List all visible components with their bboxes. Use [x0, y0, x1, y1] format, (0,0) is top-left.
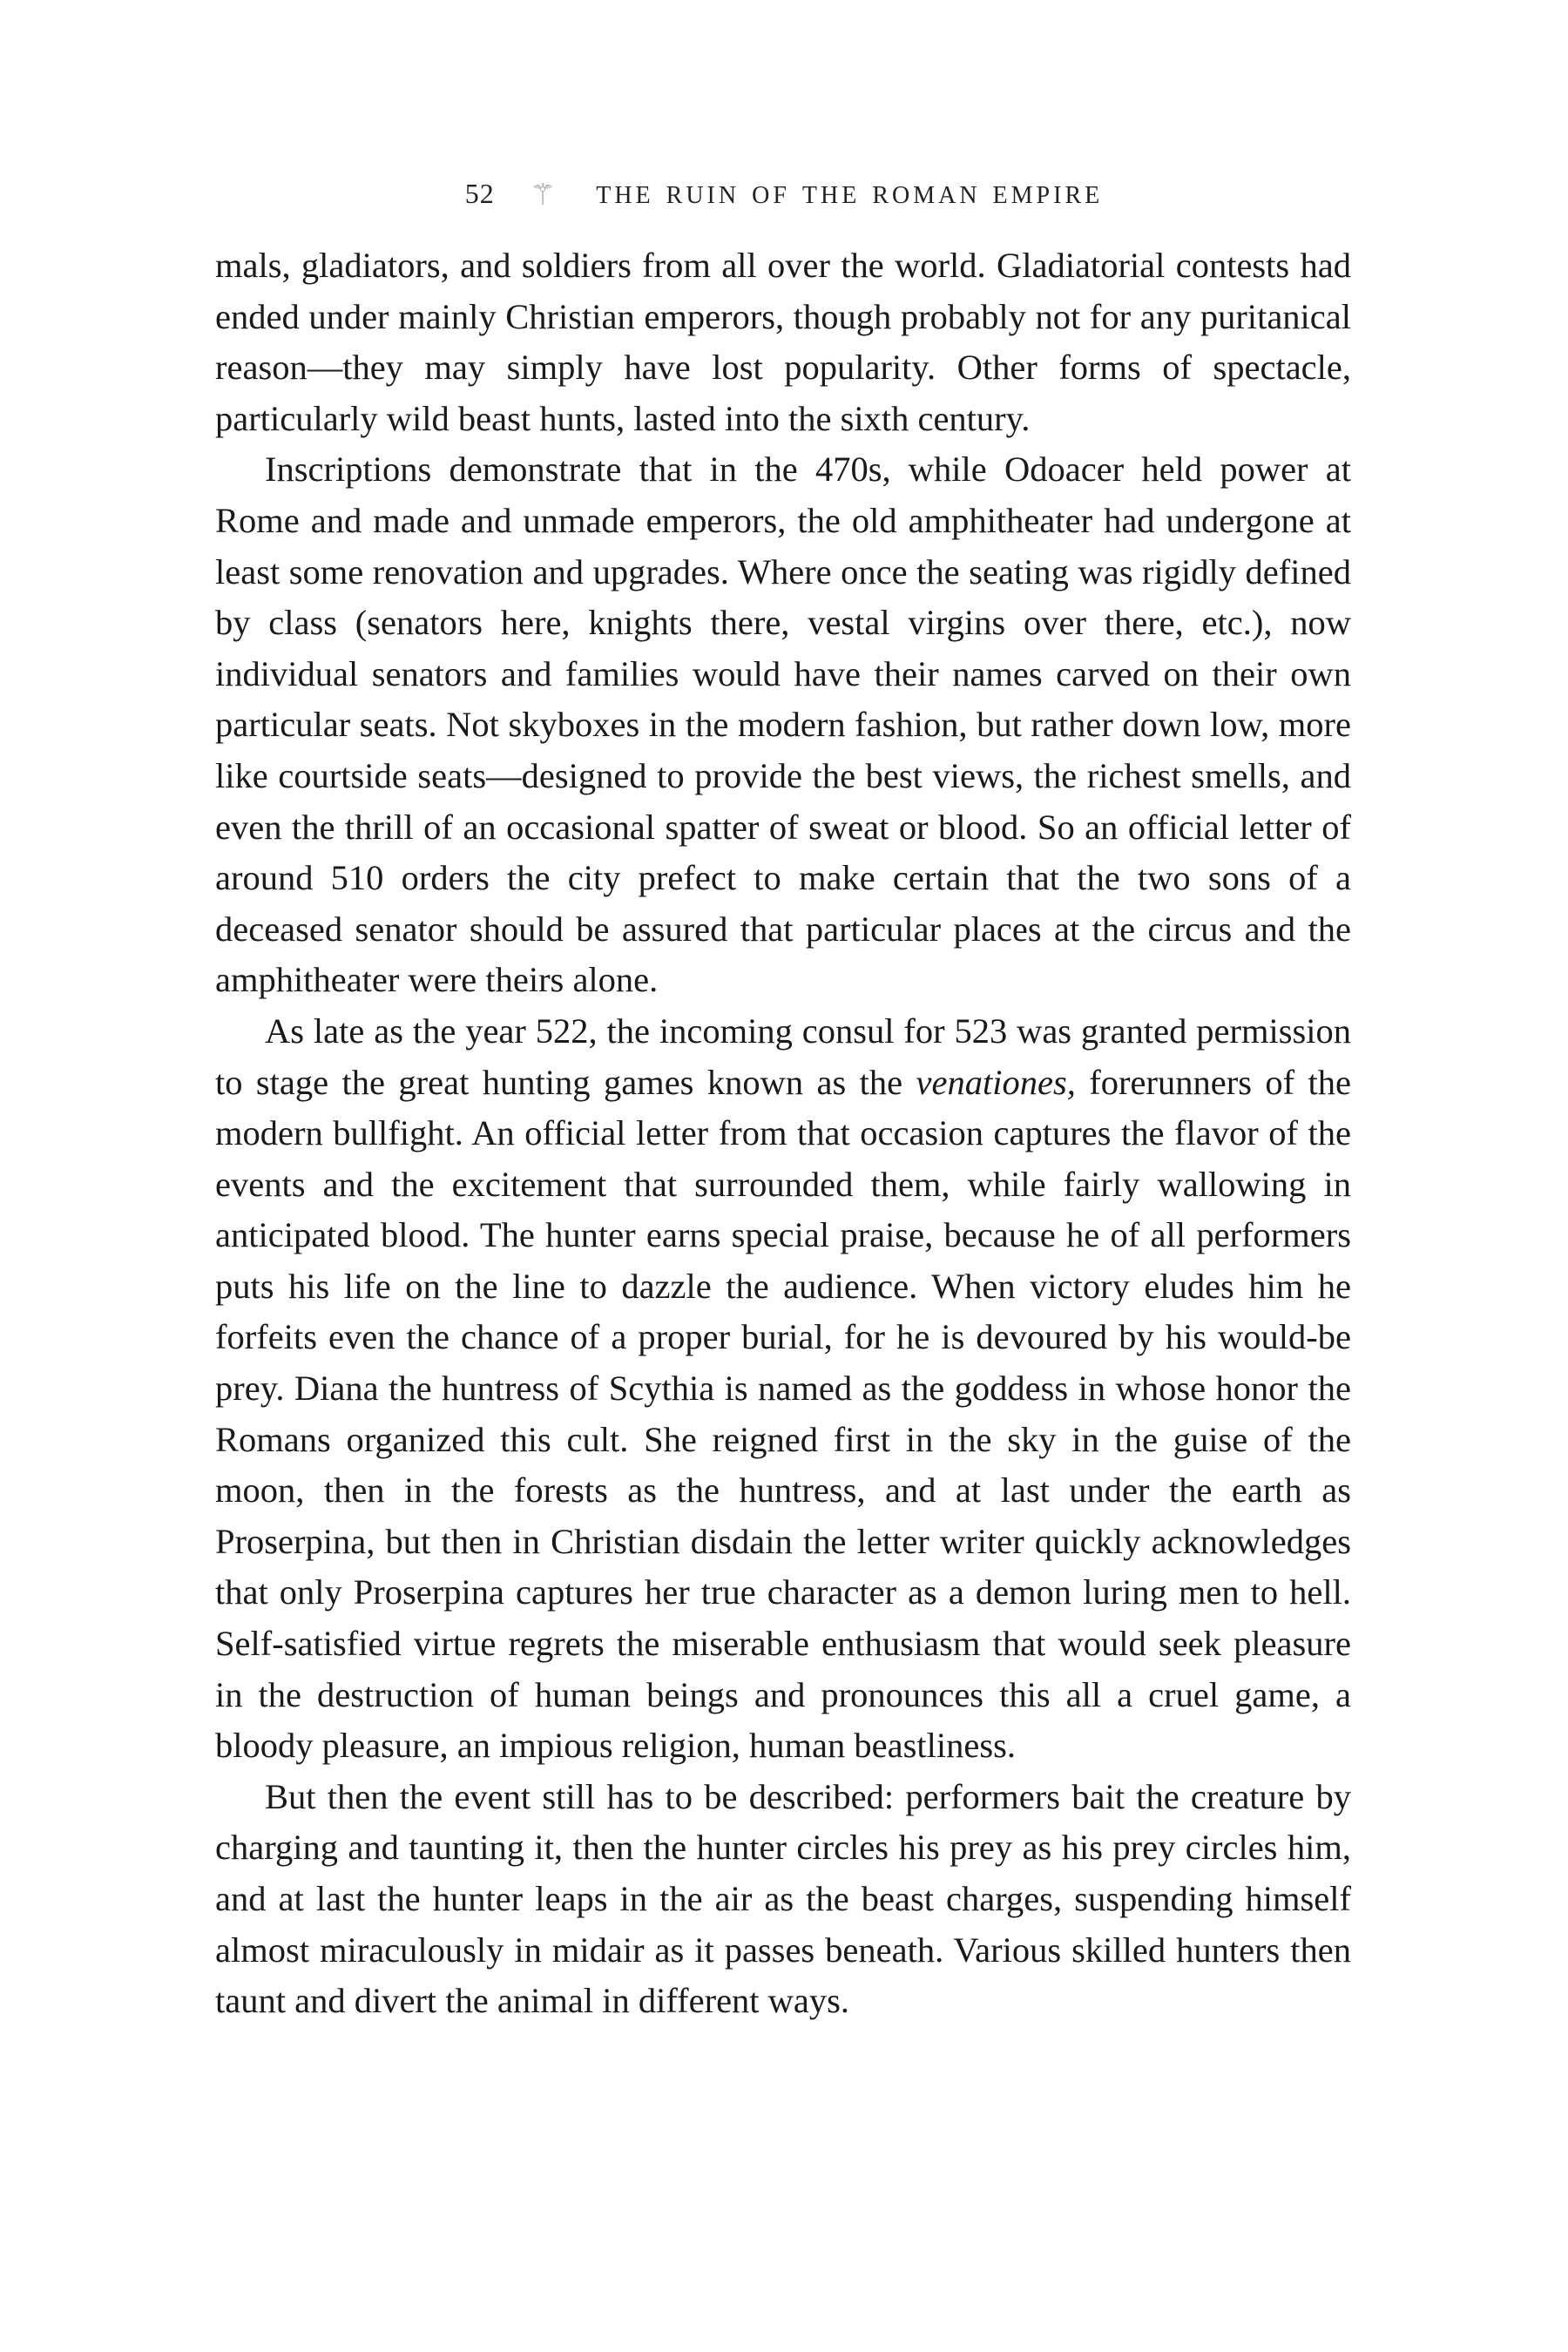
paragraph-venationes	[215, 1006, 1351, 1772]
book-title: the ruin of the roman empire	[596, 172, 1104, 211]
fleuron-ornament-icon: ⚚	[529, 179, 560, 212]
paragraph-inscriptions: Inscriptions demonstrate that in the 470s, while Odoacer held power at Rome and made and unmade emperors, the old amphitheater had undergone at least some renovation and upgrades. Where once the seating was rigidly defined by class (senators here, knights there, vestal virgins over there, etc.), now individual senators and families would have their names carved on their own particular seats. Not skyboxes in the modern fashion, but rather down low, more like courtside seats—designed to provide the best views, the richest smells, and even the thrill of an occasional spatter of sweat or blood. So an official letter of around 510 orders the city prefect to make certain that the two sons of a deceased senator should be assured that particular places at the circus and the amphitheater were theirs alone.	[215, 449, 1351, 1000]
running-head	[0, 171, 1568, 213]
body-text	[215, 240, 1351, 2027]
paragraph-text-before-italic: As late as the year 522, the incoming consul for 523 was granted permission to stage the great hunting games known as the	[215, 1010, 1351, 1102]
page-number: 52	[464, 178, 495, 209]
italic-term: venationes,	[916, 1062, 1076, 1102]
paragraph-text-after-italic: forerunners of the modern bullfight. An official letter from that occasion captures the flavor of the events and the excitement that surrounded them, while fairly wallowing in anticipated blood. The hunter earns special praise, because he of all performers puts his life on the line to dazzle the audience. When victory eludes him he forfeits even the chance of a proper burial, for he is devoured by his would-be prey. Diana the huntress of Scythia is named as the goddess in whose honor the Romans organized this cult. She reigned first in the sky in the guise of the moon, then in the forests as the huntress, and at last under the earth as Proserpina, but then in Christian disdain the letter writer quickly acknowledges that only Proserpina captures her true character as a demon luring men to hell. Self-satisfied virtue regrets the miserable enthusiasm that would seek pleasure in the destruction of human beings and pronounces this all a cruel game, a bloody pleasure, an impious religion, human beastliness.	[215, 1062, 1351, 1766]
paragraph-continued: mals, gladiators, and soldiers from all over the world. Gladiatorial contests had ended under mainly Christian emperors, though probably not for any puritanical reason—they may simply have lost popularity. Other forms of spectacle, particularly wild beast hunts, lasted into the sixth century.	[215, 246, 1351, 438]
paragraph-event-described: But then the event still has to be described: performers bait the creature by charging and taunting it, then the hunter circles his prey as his prey circles him, and at last the hunter leaps in the air as the beast charges, suspending himself almost miraculously in midair as it passes beneath. Various skilled hunters then taunt and divert the animal in different ways.	[215, 1776, 1351, 2021]
